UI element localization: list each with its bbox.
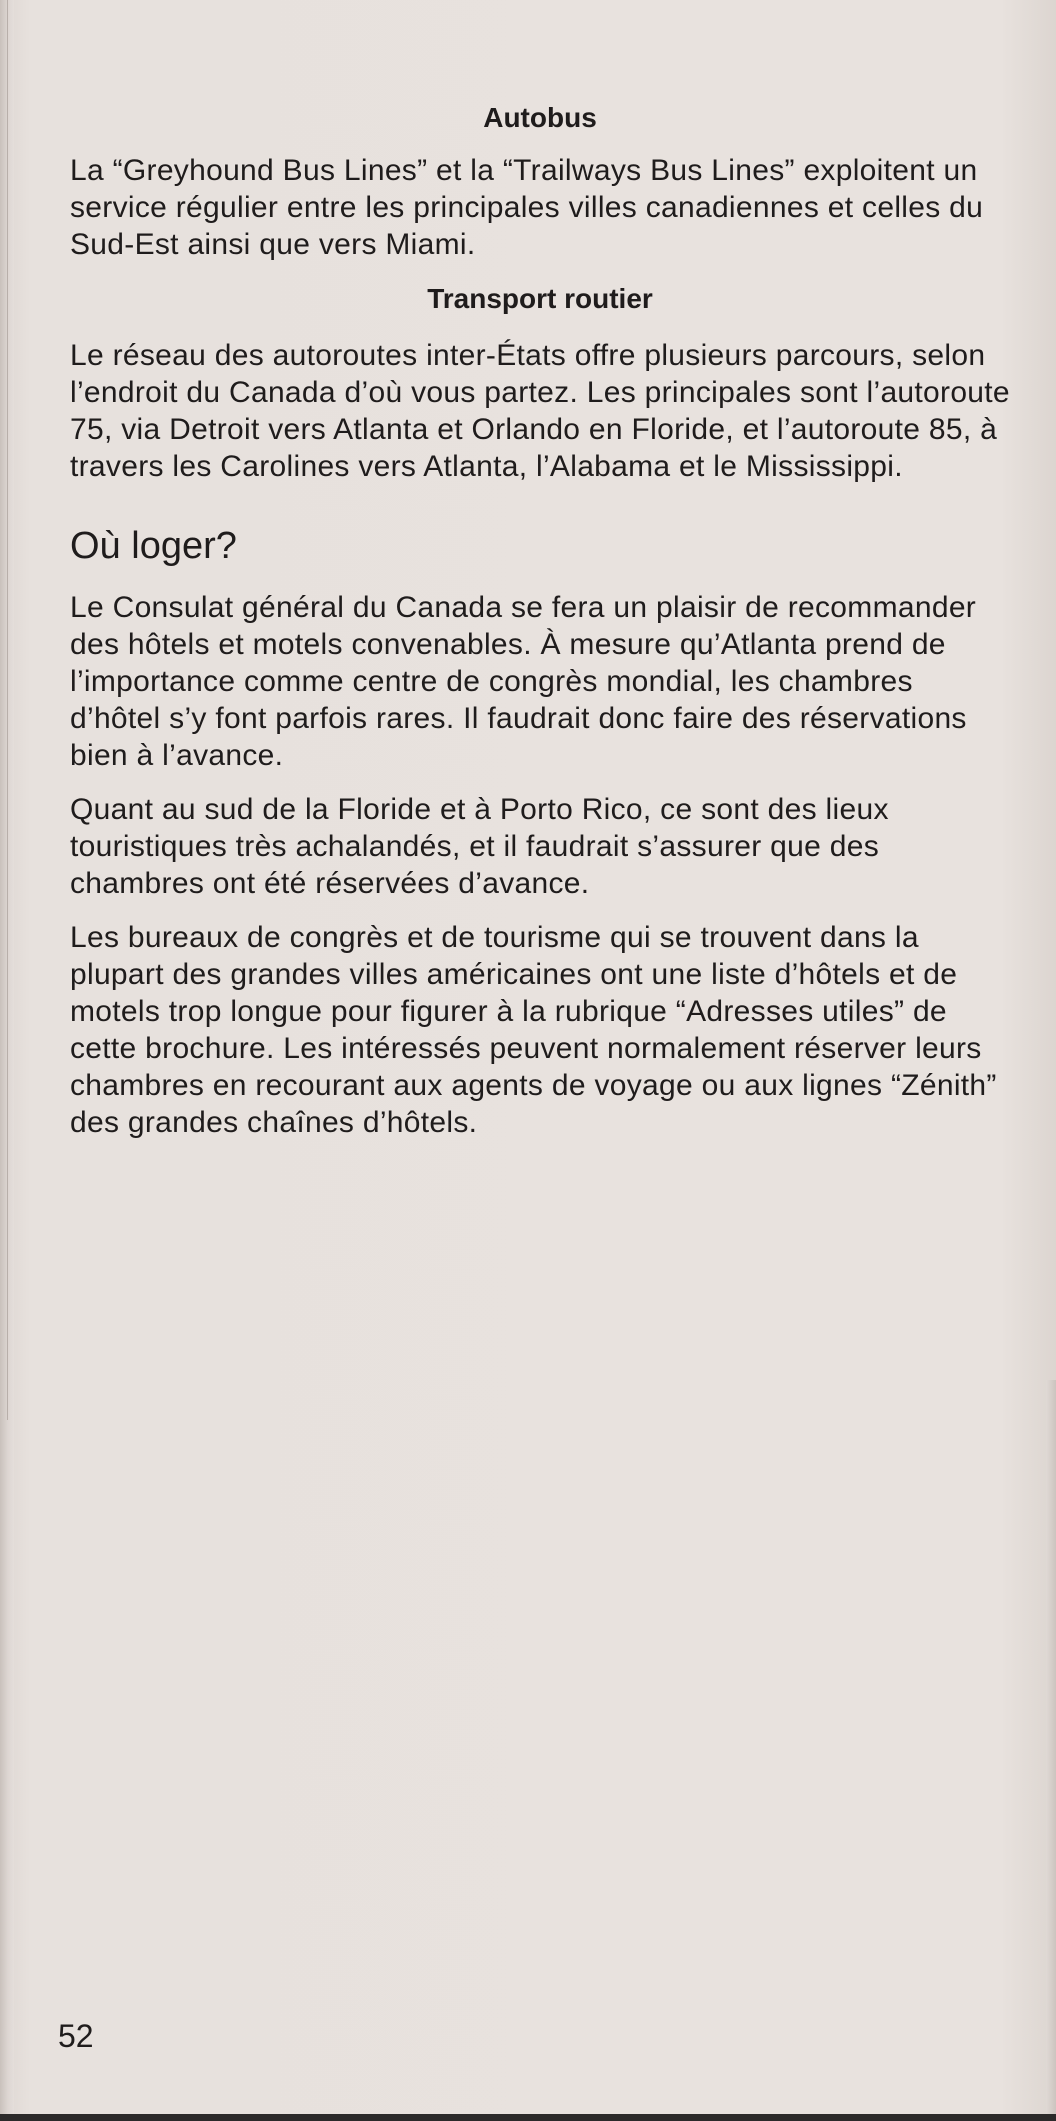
page-content	[70, 100, 1010, 1141]
lodging-paragraph-florida: Quant au sud de la Floride et à Porto Rico, ce sont des lieux touristiques très achalandés, et il faudrait s’assurer que des chambres ont été réservées d’avance.	[70, 793, 889, 900]
road-transport-paragraph: Le réseau des autoroutes inter-États offre plusieurs parcours, selon l’endroit du Canada d’où vous partez. Les principales sont l’autoroute 75, via Detroit vers Atlanta et Orlando en Floride, et l’autoroute 85, à travers les Carolines vers Atlanta, l’Alabama et le Mississippi.	[70, 339, 1010, 483]
binding-edge	[0, 0, 14, 2121]
page-bottom-edge	[0, 2114, 1056, 2121]
page-fold-shadow	[1046, 1380, 1056, 2114]
lodging-section-title: Où loger?	[70, 525, 237, 567]
road-transport-heading: Transport routier	[427, 283, 653, 314]
bus-heading: Autobus	[483, 102, 597, 133]
lodging-paragraph-bureaus: Les bureaux de congrès et de tourisme qui se trouvent dans la plupart des grandes villes américaines ont une liste d’hôtels et de motels trop longue pour figurer à la rubrique “Adresses utiles” de cette brochure. Les intéressés peuvent normalement réserver leurs chambres en recourant aux agents de voyage ou aux lignes “Zénith” des grandes chaînes d’hôtels.	[70, 921, 997, 1139]
bus-paragraph: La “Greyhound Bus Lines” et la “Trailways Bus Lines” exploitent un service régulier entre les principales villes canadiennes et celles du Sud-Est ainsi que vers Miami.	[70, 154, 984, 261]
lodging-paragraph-consulate: Le Consulat général du Canada se fera un plaisir de recommander des hôtels et motels convenables. À mesure qu’Atlanta prend de l’importance comme centre de congrès mondial, les chambres d’hôtel s’y font parfois rares. Il faudrait donc faire des réservations bien à l’avance.	[70, 591, 977, 772]
binding-crease	[7, 0, 8, 1420]
page-number: 52	[58, 2018, 94, 2054]
